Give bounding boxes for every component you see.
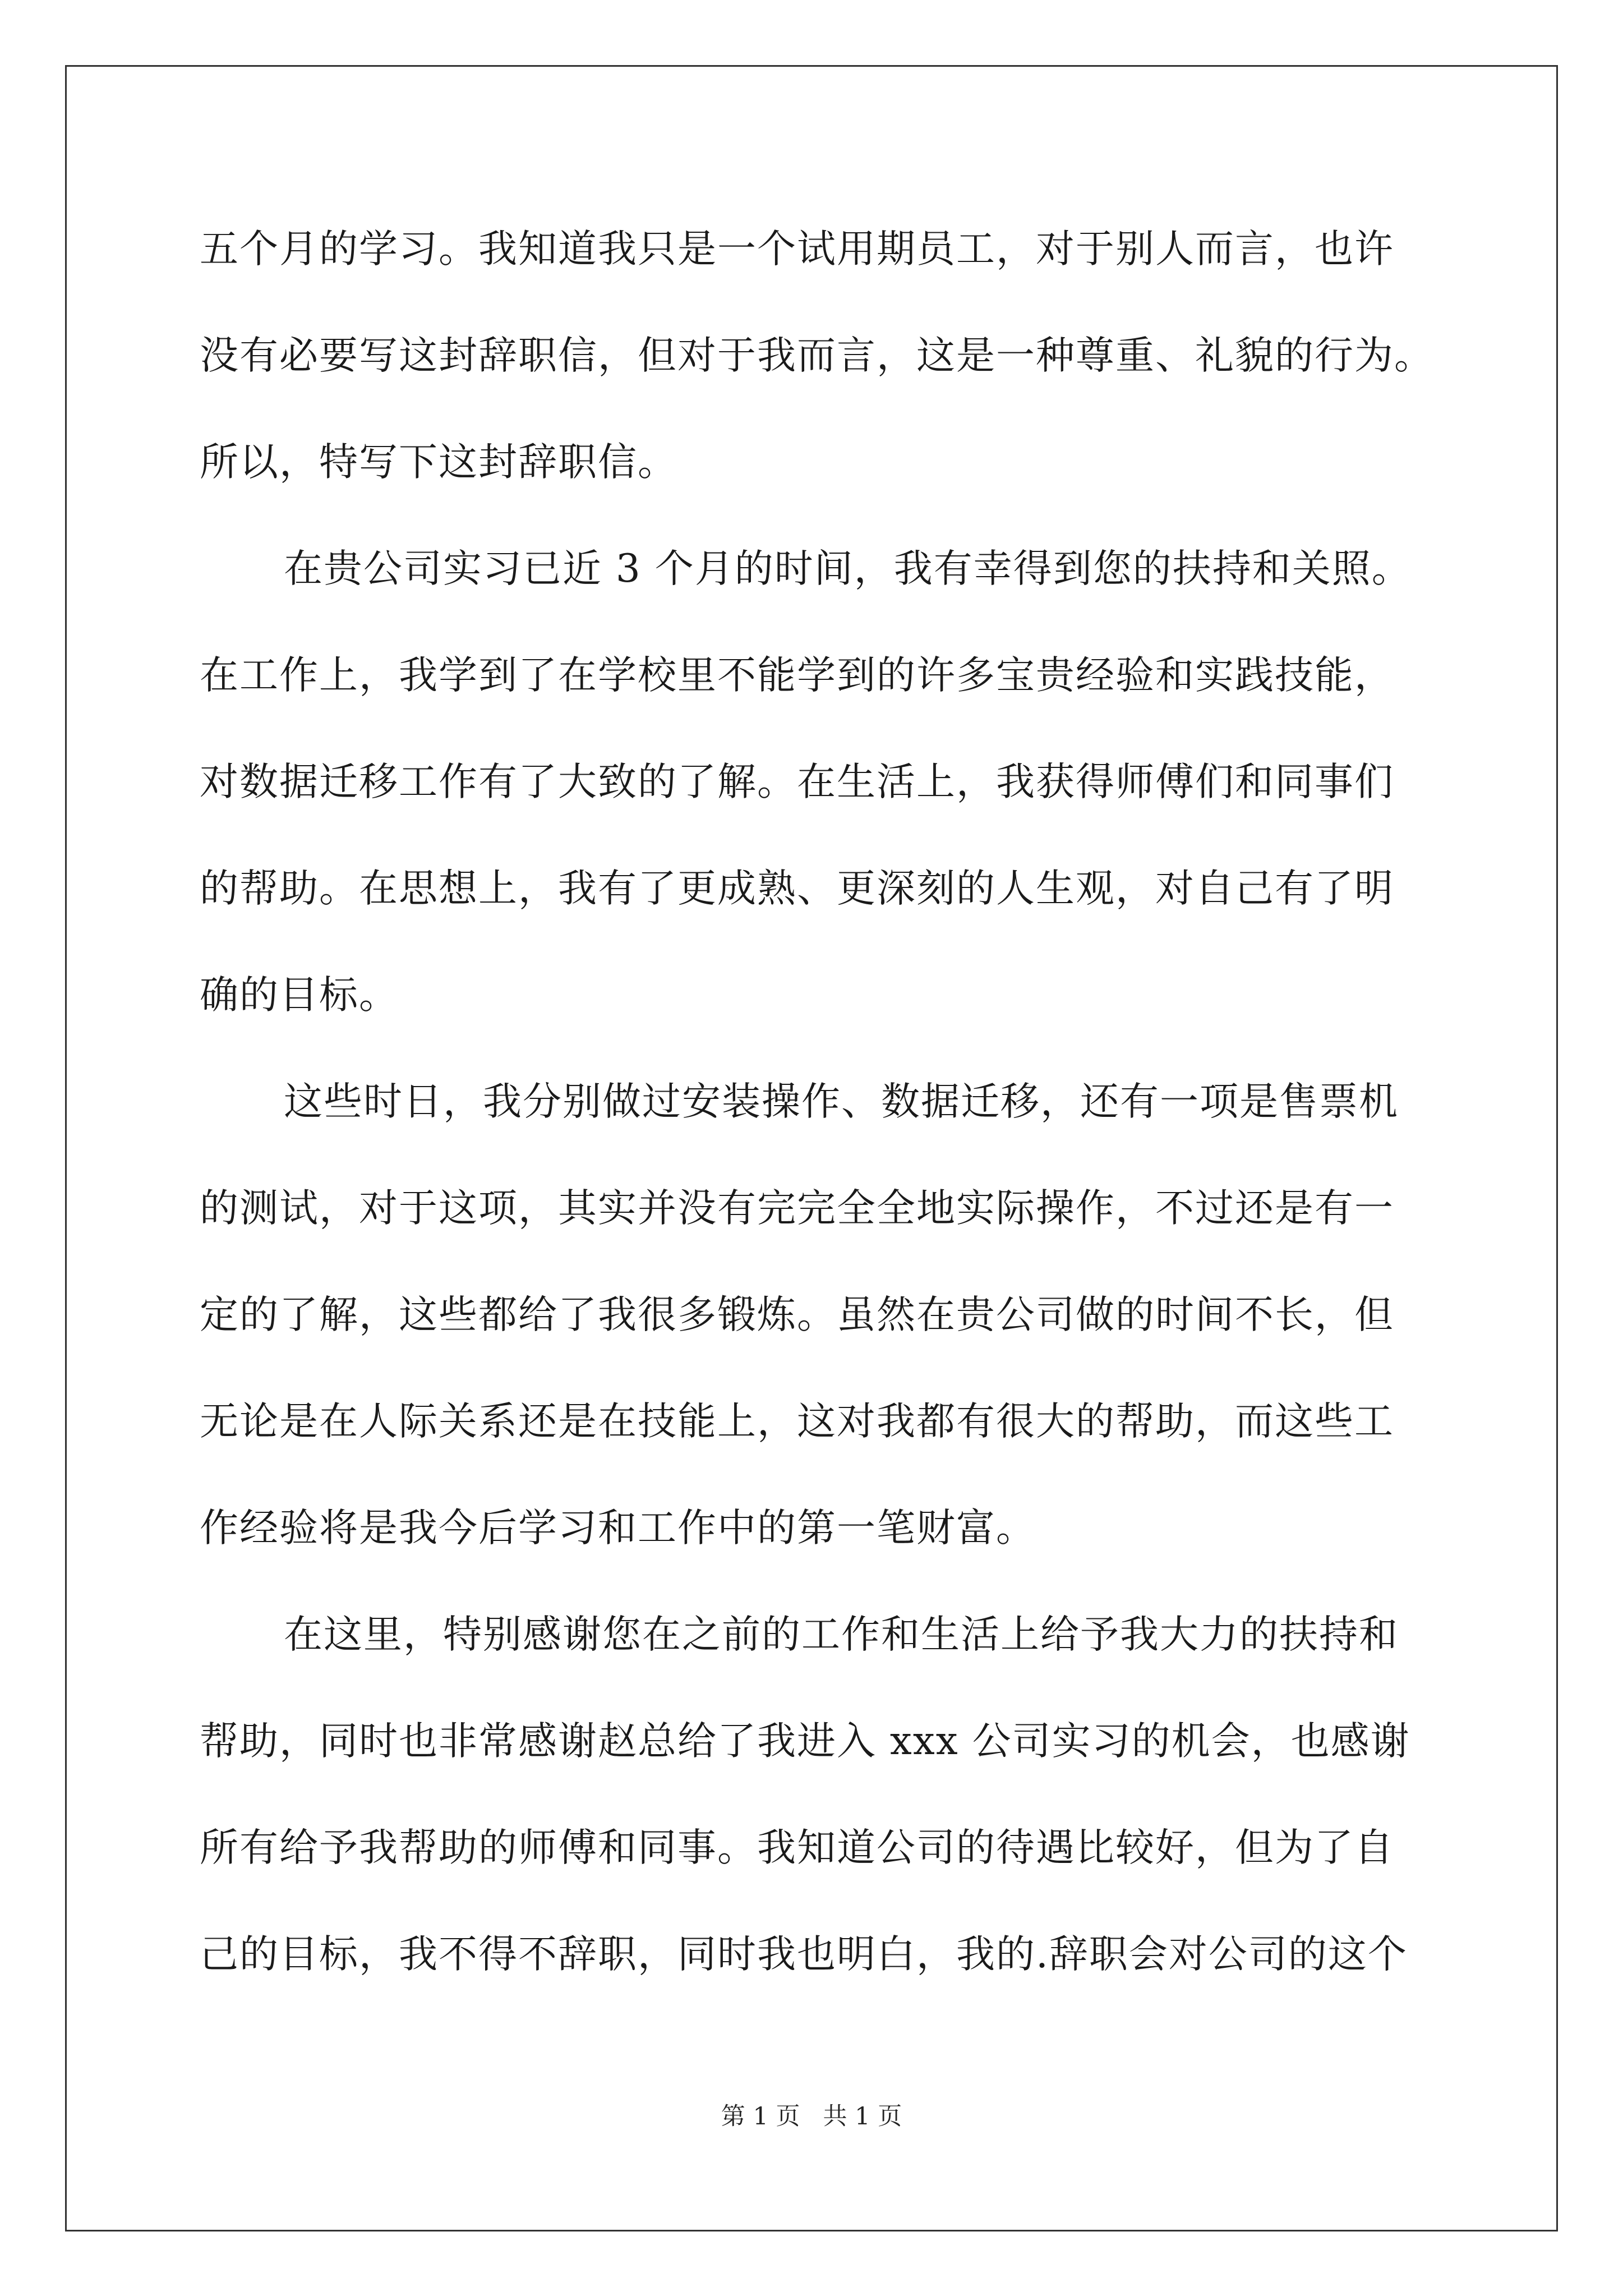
text-line: 没有必要写这封辞职信，但对于我而言，这是一种尊重、礼貌的行为。 (200, 333, 1434, 378)
paragraph-first-line: 在贵公司实习已近 3 个月的时间，我有幸得到您的扶持和关照。 (284, 546, 1412, 591)
text-line: 的帮助。在思想上，我有了更成熟、更深刻的人生观，对自己有了明 (200, 866, 1394, 911)
text-line: 在工作上，我学到了在学校里不能学到的许多宝贵经验和实践技能， (200, 653, 1394, 698)
text-line: 所以，特写下这封辞职信。 (200, 440, 677, 485)
text-line: 己的目标，我不得不辞职，同时我也明白，我的.辞职会对公司的这个 (200, 1932, 1408, 1977)
page-total: 共 1 页 (823, 2102, 902, 2131)
page-number: 第 1 页 (721, 2102, 800, 2131)
page-footer (0, 2100, 1623, 2133)
text-line: 帮助，同时也非常感谢赵总给了我进入 xxx 公司实习的机会，也感谢 (200, 1719, 1410, 1764)
paragraph-first-line: 在这里，特别感谢您在之前的工作和生活上给予我大力的扶持和 (284, 1612, 1399, 1657)
paragraph-first-line: 这些时日，我分别做过安装操作、数据迁移，还有一项是售票机 (284, 1079, 1399, 1124)
text-line: 作经验将是我今后学习和工作中的第一笔财富。 (200, 1506, 1036, 1550)
document-body (200, 215, 1433, 2027)
text-line: 确的目标。 (200, 973, 399, 1018)
text-line: 对数据迁移工作有了大致的了解。在生活上，我获得师傅们和同事们 (200, 760, 1394, 804)
text-line: 定的了解，这些都给了我很多锻炼。虽然在贵公司做的时间不长，但 (200, 1292, 1394, 1337)
text-line: 无论是在人际关系还是在技能上，这对我都有很大的帮助，而这些工 (200, 1399, 1394, 1444)
text-line: 所有给予我帮助的师傅和同事。我知道公司的待遇比较好，但为了自 (200, 1825, 1394, 1870)
text-line: 五个月的学习。我知道我只是一个试用期员工，对于别人而言，也许 (200, 227, 1394, 272)
text-line: 的测试，对于这项，其实并没有完完全全地实际操作，不过还是有一 (200, 1186, 1394, 1231)
